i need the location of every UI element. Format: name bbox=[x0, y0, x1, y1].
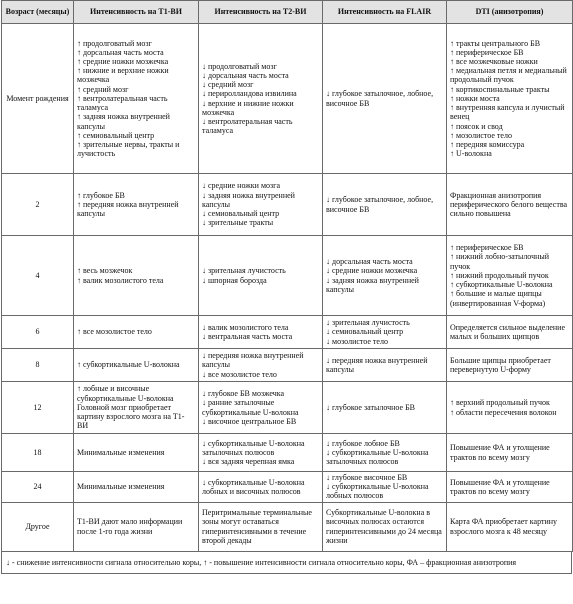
t2-line: ↓ шпорная борозда bbox=[202, 275, 267, 285]
flair-line: ↓ субкортикальные U-волокна затылочных полюсов bbox=[326, 447, 429, 467]
t1-cell bbox=[74, 472, 199, 503]
table-row bbox=[2, 316, 573, 349]
t2-line: ↓ вся задняя черепная ямка bbox=[202, 457, 295, 467]
age-cell: 4 bbox=[2, 236, 74, 316]
dti-line: Определяется сильное выделение малых и больших щипцов bbox=[450, 322, 566, 341]
header-t1: Интенсивность на Т1-ВИ bbox=[74, 1, 199, 24]
t2-line: ↓ дорсальная часть моста bbox=[202, 70, 289, 80]
t2-cell bbox=[199, 434, 323, 472]
table-row bbox=[2, 382, 573, 434]
t2-line: ↓ задняя ножка внутренней капсулы bbox=[202, 190, 295, 209]
t2-cell bbox=[199, 174, 323, 236]
dti-line: ↑ субкортикальные U-волокна bbox=[450, 280, 553, 290]
table-row bbox=[2, 434, 573, 472]
t1-line: ↑ средний мозг bbox=[77, 84, 129, 94]
dti-line: Большие щипцы приобретает перевернутую U-форму bbox=[450, 355, 551, 374]
dti-line: ↑ медиальная петля и медиальный продольный пучок bbox=[450, 66, 567, 85]
dti-line: ↑ периферическое БВ bbox=[450, 243, 524, 253]
flair-line: ↓ субкортикальные U-волокна лобных полюсов bbox=[326, 482, 429, 501]
t1-line: ↑ зрительные нервы, тракты и лучистость bbox=[77, 139, 180, 159]
t1-line: Т1-ВИ дают мало информации после 1-го года жизни bbox=[77, 517, 183, 536]
dti-cell bbox=[447, 24, 573, 174]
t1-line: ↑ весь мозжечок bbox=[77, 266, 133, 276]
myelination-table bbox=[1, 0, 573, 552]
flair-cell bbox=[323, 236, 447, 316]
t1-line: ↑ валик мозолистого тела bbox=[77, 275, 164, 285]
dti-line: ↑ ножки моста bbox=[450, 93, 500, 103]
flair-line: ↓ глубокое лобное БВ bbox=[326, 438, 400, 448]
t2-line: ↓ субкортикальные U-волокна лобных и височных полюсов bbox=[202, 477, 305, 496]
dti-line: ↑ тракты центрального БВ bbox=[450, 38, 541, 48]
t2-line: ↓ передняя ножка внутренней капсулы bbox=[202, 351, 304, 370]
t2-line: ↓ верхние и нижние ножки мозжечка bbox=[202, 98, 294, 117]
t1-line: ↑ глубокое БВ bbox=[77, 190, 125, 200]
age-cell: 2 bbox=[2, 174, 74, 236]
flair-cell bbox=[323, 24, 447, 174]
dti-line: Фракционная анизотропия периферического белого вещества сильно повышена bbox=[450, 190, 568, 219]
flair-line: ↓ глубокое височное БВ bbox=[326, 473, 408, 482]
dti-line: ↑ передняя комиссура bbox=[450, 139, 525, 149]
age-cell: Другое bbox=[2, 502, 74, 551]
flair-cell bbox=[323, 502, 447, 551]
t2-cell bbox=[199, 316, 323, 349]
t1-line: ↑ лобные и височные субкортикальные U-волокна Головной мозг приобретает картину взрослого мозга на Т1-ВИ bbox=[77, 384, 185, 431]
t2-line: ↓ средний мозг bbox=[202, 80, 254, 90]
t2-cell bbox=[199, 502, 323, 551]
dti-line: ↑ области пересечения волокон bbox=[450, 407, 557, 417]
table-row bbox=[2, 472, 573, 503]
t1-cell bbox=[74, 382, 199, 434]
t2-line: ↓ периролландова извилина bbox=[202, 89, 297, 99]
dti-line: ↑ U-волокна bbox=[450, 149, 492, 159]
dti-line: Повышение ФА и утолщение трактов по всему мозгу bbox=[450, 443, 550, 462]
t2-line: ↓ вентральная часть моста bbox=[202, 332, 293, 341]
dti-cell bbox=[447, 174, 573, 236]
flair-cell bbox=[323, 472, 447, 503]
t1-cell bbox=[74, 502, 199, 551]
t2-line: ↓ зрительная лучистость bbox=[202, 266, 286, 276]
dti-cell bbox=[447, 382, 573, 434]
t2-line: ↓ зрительные тракты bbox=[202, 218, 274, 228]
t1-line: ↑ семиовальный центр bbox=[77, 130, 155, 140]
t2-cell bbox=[199, 349, 323, 382]
t2-line: ↓ все мозолистое тело bbox=[202, 369, 277, 379]
t1-cell bbox=[74, 24, 199, 174]
t1-line: Минимальные изменения bbox=[77, 447, 165, 457]
age-cell: 6 bbox=[2, 316, 74, 349]
t2-cell bbox=[199, 382, 323, 434]
t2-line: ↓ семиовальный центр bbox=[202, 209, 280, 219]
t1-line: ↑ субкортикальные U-волокна bbox=[77, 360, 180, 370]
t1-cell bbox=[74, 236, 199, 316]
table-row bbox=[2, 174, 573, 236]
flair-cell bbox=[323, 434, 447, 472]
t1-line: ↑ задняя ножка внутренней капсулы bbox=[77, 112, 170, 131]
t2-line: ↓ височное центральное БВ bbox=[202, 416, 297, 426]
t1-cell bbox=[74, 316, 199, 349]
t2-cell bbox=[199, 472, 323, 503]
flair-line: ↓ семиовальный центр bbox=[326, 327, 404, 337]
table-row bbox=[2, 349, 573, 382]
flair-line: ↓ дорсальная часть моста bbox=[326, 257, 413, 267]
age-cell: 18 bbox=[2, 434, 74, 472]
t1-line: ↑ нижние и верхние ножки мозжечка bbox=[77, 66, 169, 85]
dti-cell bbox=[447, 434, 573, 472]
t2-line: ↓ вентролатеральная часть таламуса bbox=[202, 116, 293, 136]
flair-line: ↓ мозолистое тело bbox=[326, 336, 388, 346]
flair-cell bbox=[323, 174, 447, 236]
age-cell: 8 bbox=[2, 349, 74, 382]
t1-line: ↑ все мозолистое тело bbox=[77, 327, 152, 337]
header-row bbox=[2, 1, 573, 24]
dti-cell bbox=[447, 502, 573, 551]
dti-line: Повышение ФА и утолщение трактов по всему мозгу bbox=[450, 477, 550, 496]
dti-line: ↑ верхний продольный пучок bbox=[450, 398, 550, 408]
flair-cell bbox=[323, 316, 447, 349]
t2-line: Перитримальные терминальные зоны могут оставаться гиперинтенсивными в течение второй декады bbox=[202, 508, 312, 545]
t2-cell bbox=[199, 236, 323, 316]
age-cell: 12 bbox=[2, 382, 74, 434]
flair-line: ↓ глубокое затылочное, лобное, височное БВ bbox=[326, 195, 434, 214]
dti-cell bbox=[447, 316, 573, 349]
header-t2: Интенсивность на Т2-ВИ bbox=[199, 1, 323, 24]
t2-cell bbox=[199, 24, 323, 174]
t1-line: Минимальные изменения bbox=[77, 482, 165, 492]
t2-line: ↓ глубокое БВ мозжечка bbox=[202, 389, 285, 399]
age-cell: 24 bbox=[2, 472, 74, 503]
flair-line: Субкортикальные U-волокна в височных полюсах остаются гиперинтенсивными до 24 месяца жизни bbox=[326, 508, 442, 545]
t2-line: ↓ средние ножки мозга bbox=[202, 181, 281, 191]
dti-line: ↑ внутренняя капсула и лучистый венец bbox=[450, 103, 565, 122]
dti-line: ↑ поясок и свод bbox=[450, 121, 503, 131]
dti-line: ↑ все мозжечковые ножки bbox=[450, 57, 538, 67]
t1-line: ↑ средние ножки мозжечка bbox=[77, 57, 169, 67]
t2-line: ↓ валик мозолистого тела bbox=[202, 322, 289, 332]
flair-line: ↓ передняя ножка внутренней капсулы bbox=[326, 355, 428, 374]
flair-line: ↓ зрительная лучистость bbox=[326, 318, 410, 328]
flair-cell bbox=[323, 349, 447, 382]
flair-line: ↓ глубокое затылочное, лобное, височное БВ bbox=[326, 89, 434, 108]
table-row bbox=[2, 236, 573, 316]
t1-cell bbox=[74, 434, 199, 472]
dti-cell bbox=[447, 236, 573, 316]
dti-line: Карта ФА приобретает картину взрослого мозга к 48 месяцу bbox=[450, 517, 558, 536]
t2-line: ↓ ранние затылочные субкортикальные U-волокна bbox=[202, 398, 299, 417]
footnote: ↓ - снижение интенсивности сигнала относительно коры, ↑ - повышение интенсивности сигнала относительно коры, ФА – фракционная анизотропия bbox=[1, 552, 572, 574]
table-row bbox=[2, 24, 573, 174]
flair-line: ↓ задняя ножка внутренней капсулы bbox=[326, 275, 419, 294]
flair-line: ↓ средние ножки мозжечка bbox=[326, 266, 418, 276]
header-flair: Интенсивность на FLAIR bbox=[323, 1, 447, 24]
t1-line: ↑ продолговатый мозг bbox=[77, 38, 152, 48]
t1-cell bbox=[74, 349, 199, 382]
dti-line: ↑ нижний продольный пучок bbox=[450, 270, 549, 280]
dti-line: ↑ кортикоспинальные тракты bbox=[450, 84, 550, 94]
dti-line: ↑ нижний лобно-затылочный пучок bbox=[450, 252, 550, 271]
flair-line: ↓ глубокое затылочное БВ bbox=[326, 402, 416, 412]
dti-cell bbox=[447, 472, 573, 503]
t2-line: ↓ субкортикальные U-волокна затылочных полюсов bbox=[202, 438, 305, 457]
t1-line: ↑ вентролатеральная часть таламуса bbox=[77, 93, 168, 113]
table-body bbox=[2, 24, 573, 552]
t1-line: ↑ дорсальная часть моста bbox=[77, 47, 164, 57]
header-dti: DTI (анизотропия) bbox=[447, 1, 573, 24]
flair-cell bbox=[323, 382, 447, 434]
age-cell: Момент рождения bbox=[2, 24, 74, 174]
dti-cell bbox=[447, 349, 573, 382]
t2-line: ↓ продолговатый мозг bbox=[202, 61, 277, 71]
t1-line: ↑ передняя ножка внутренней капсулы bbox=[77, 199, 179, 219]
dti-line: ↑ периферическое БВ bbox=[450, 47, 524, 57]
dti-line: ↑ мозолистое тело bbox=[450, 130, 512, 140]
dti-line: ↑ большие и малые щипцы (инвертированная V-форма) bbox=[450, 289, 546, 308]
t1-cell bbox=[74, 174, 199, 236]
table-row bbox=[2, 502, 573, 551]
header-age: Возраст (месяцы) bbox=[2, 1, 74, 24]
